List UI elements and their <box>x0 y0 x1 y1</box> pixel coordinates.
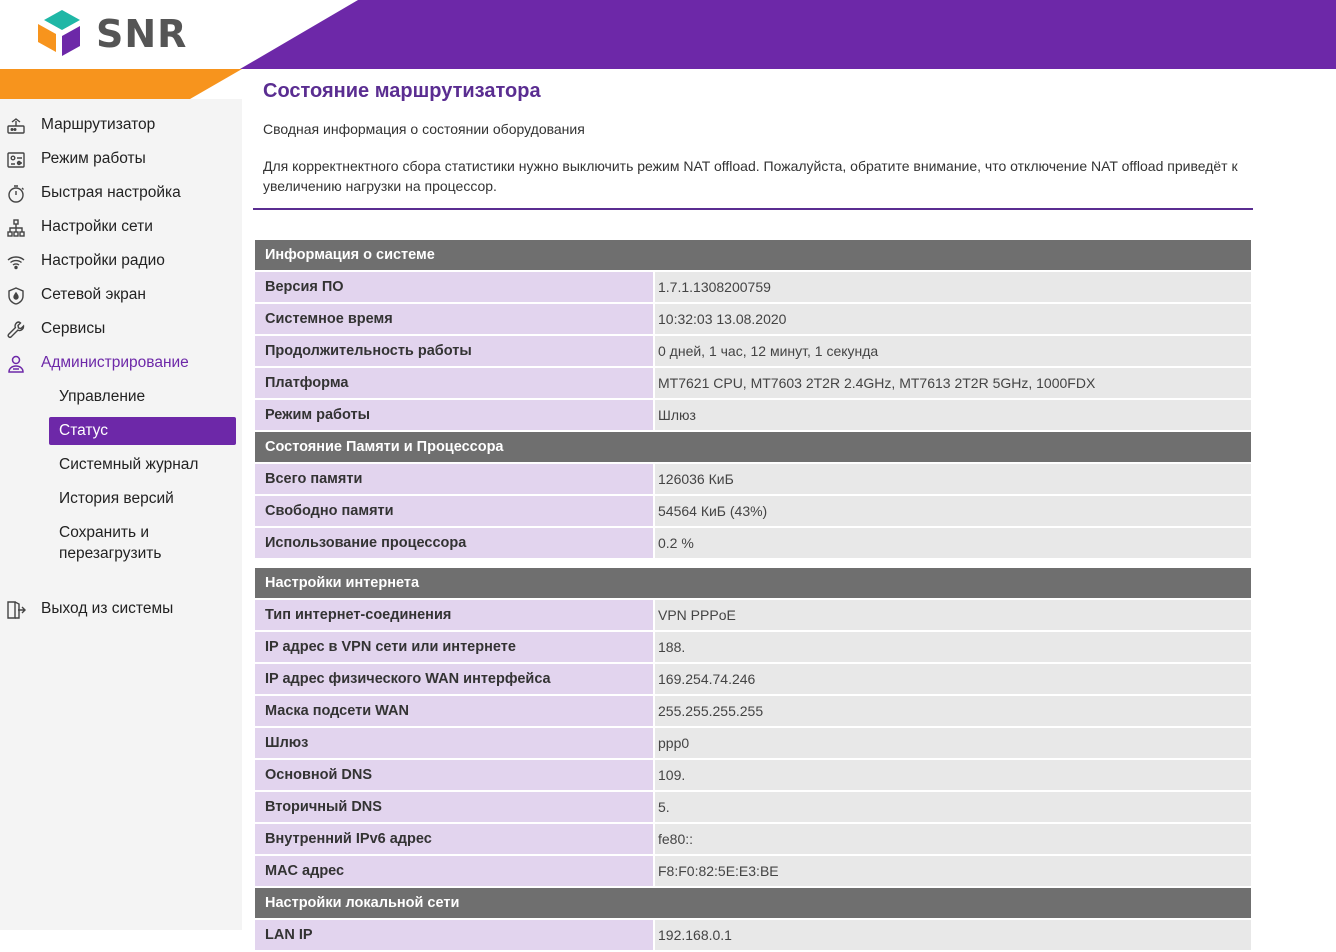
sidebar-item-radio[interactable] <box>0 246 242 276</box>
header <box>0 0 1336 69</box>
shield-icon <box>6 286 26 306</box>
table-row <box>255 400 1251 430</box>
table-row <box>255 528 1251 558</box>
sidebar-subitem-version-history[interactable]: История версий <box>59 490 174 507</box>
sidebar-item-label: Маршрутизатор <box>41 116 156 133</box>
row-value: fe80:: <box>655 824 1251 854</box>
snr-logo-icon <box>36 8 88 60</box>
row-value: 10:32:03 13.08.2020 <box>655 304 1251 334</box>
table-row <box>255 600 1251 630</box>
row-key: Тип интернет-соединения <box>255 600 653 630</box>
row-value: 54564 КиБ (43%) <box>655 496 1251 526</box>
row-key: IP адрес физического WAN интерфейса <box>255 664 653 694</box>
row-value: ppp0 <box>655 728 1251 758</box>
page-subtitle: Сводная информация о состоянии оборудования <box>263 121 585 137</box>
table-row <box>255 496 1251 526</box>
sidebar-item-label: Настройки сети <box>41 218 153 235</box>
row-key: Свободно памяти <box>255 496 653 526</box>
row-value: 109. <box>655 760 1251 790</box>
section-header-lan: Настройки локальной сети <box>255 888 1251 918</box>
row-key: Шлюз <box>255 728 653 758</box>
table-row <box>255 856 1251 886</box>
table-row <box>255 632 1251 662</box>
sidebar-item-mode[interactable] <box>0 144 242 174</box>
logout-icon <box>6 600 26 620</box>
table-row <box>255 792 1251 822</box>
section-header-internet: Настройки интернета <box>255 568 1251 598</box>
table-row <box>255 696 1251 726</box>
section-header-memory: Состояние Памяти и Процессора <box>255 432 1251 462</box>
row-value: MT7621 CPU, MT7603 2T2R 2.4GHz, MT7613 2T2R 5GHz, 1000FDX <box>655 368 1251 398</box>
sidebar-subitem-status[interactable]: Статус <box>49 417 236 445</box>
wifi-icon <box>6 252 26 272</box>
row-value: 126036 КиБ <box>655 464 1251 494</box>
row-value: 5. <box>655 792 1251 822</box>
table-row <box>255 824 1251 854</box>
row-value: 0 дней, 1 час, 12 минут, 1 секунда <box>655 336 1251 366</box>
snr-logo[interactable] <box>36 8 187 60</box>
row-value: Шлюз <box>655 400 1251 430</box>
row-key: MAC адрес <box>255 856 653 886</box>
row-key: Внутренний IPv6 адрес <box>255 824 653 854</box>
nat-offload-note: Для корректнектного сбора статистики нужно выключить режим NAT offload. Пожалуйста, обратите внимание, что отключение NAT offload приведёт к увеличению нагрузки на процессор. <box>263 158 1238 194</box>
table-row <box>255 464 1251 494</box>
stopwatch-icon <box>6 184 26 204</box>
row-value: 0.2 % <box>655 528 1251 558</box>
row-value: 255.255.255.255 <box>655 696 1251 726</box>
sidebar-subitem-system-log[interactable]: Системный журнал <box>59 456 199 473</box>
row-value: VPN PPPoE <box>655 600 1251 630</box>
sidebar-subitem-save-reboot[interactable]: Сохранить и перезагрузить <box>59 524 162 562</box>
sidebar-item-label: Режим работы <box>41 150 146 167</box>
sidebar-item-label: Сетевой экран <box>41 286 146 303</box>
sidebar-item-router[interactable] <box>0 110 242 140</box>
row-key: Всего памяти <box>255 464 653 494</box>
sidebar-item-label: Администрирование <box>41 354 189 371</box>
divider <box>253 208 1253 210</box>
wrench-icon <box>6 320 26 340</box>
sidebar-item-network[interactable] <box>0 212 242 242</box>
sidebar-item-services[interactable] <box>0 314 242 344</box>
admin-icon <box>6 354 26 374</box>
row-key: Режим работы <box>255 400 653 430</box>
row-key: Продолжительность работы <box>255 336 653 366</box>
row-key: Вторичный DNS <box>255 792 653 822</box>
sidebar-item-administration[interactable] <box>0 348 242 378</box>
sidebar-item-label: Выход из системы <box>41 600 174 617</box>
table-row <box>255 760 1251 790</box>
row-value: F8:F0:82:5E:E3:BE <box>655 856 1251 886</box>
table-row <box>255 664 1251 694</box>
status-table <box>255 240 1251 952</box>
logo-text: SNR <box>96 12 188 56</box>
row-key: Платформа <box>255 368 653 398</box>
router-icon <box>6 116 26 136</box>
orange-accent <box>0 69 242 99</box>
row-key: Системное время <box>255 304 653 334</box>
mode-icon <box>6 150 26 170</box>
sidebar <box>0 99 242 930</box>
sidebar-subitem-management[interactable]: Управление <box>59 388 146 405</box>
page-title: Состояние маршрутизатора <box>263 80 541 102</box>
row-key: LAN IP <box>255 920 653 950</box>
row-value: 1.7.1.1308200759 <box>655 272 1251 302</box>
sidebar-item-logout[interactable] <box>0 594 242 624</box>
row-key: Маска подсети WAN <box>255 696 653 726</box>
table-row <box>255 920 1251 950</box>
sidebar-item-quick-setup[interactable] <box>0 178 242 208</box>
table-row <box>255 728 1251 758</box>
row-key: Версия ПО <box>255 272 653 302</box>
header-band <box>240 0 1336 69</box>
sidebar-item-label: Настройки радио <box>41 252 165 269</box>
row-key: Использование процессора <box>255 528 653 558</box>
sidebar-item-firewall[interactable] <box>0 280 242 310</box>
row-key: Основной DNS <box>255 760 653 790</box>
table-row <box>255 304 1251 334</box>
table-row <box>255 336 1251 366</box>
network-icon <box>6 218 26 238</box>
section-header-system: Информация о системе <box>255 240 1251 270</box>
row-value: 192.168.0.1 <box>655 920 1251 950</box>
sidebar-item-label: Быстрая настройка <box>41 184 181 201</box>
row-value: 169.254.74.246 <box>655 664 1251 694</box>
sidebar-item-label: Сервисы <box>41 320 106 337</box>
table-row <box>255 272 1251 302</box>
table-row <box>255 368 1251 398</box>
row-value: 188. <box>655 632 1251 662</box>
row-key: IP адрес в VPN сети или интернете <box>255 632 653 662</box>
